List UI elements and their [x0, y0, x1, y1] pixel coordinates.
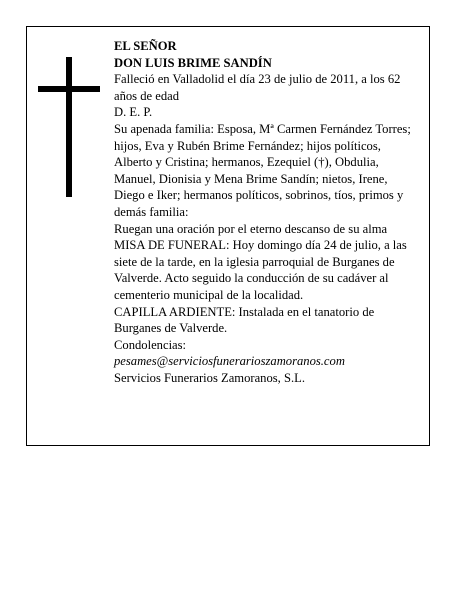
chapel-info: CAPILLA ARDIENTE: Instalada en el tanatorio de Burganes de Valverde. [114, 304, 375, 336]
prayer-request: Ruegan una oración por el eterno descanso de su alma [114, 221, 388, 236]
funeral-mass-info: MISA DE FUNERAL: Hoy domingo día 24 de julio, a las siete de la tarde, en la iglesia parroquial de Burganes de Valverde. Acto seguido la conducción de su cadáver al cementerio municipal de la localidad. [114, 238, 407, 302]
condolences-label: Condolencias: [114, 337, 187, 352]
deceased-name: DON LUIS BRIME SANDÍN [114, 55, 272, 70]
cross-icon [66, 57, 72, 197]
obituary-text [114, 38, 420, 386]
condolences-email[interactable]: pesames@serviciosfunerarioszamoranos.com [114, 354, 345, 369]
deceased-title: EL SEÑOR [114, 39, 177, 53]
death-info: Falleció en Valladolid el día 23 de julio de 2011, a los 62 años de edad [114, 72, 401, 103]
family-list: Su apenada familia: Esposa, Mª Carmen Fernández Torres; hijos, Eva y Rubén Brime Fernández; hijos políticos, Alberto y Cristina; hermanos, Ezequiel (†), Obdulia, Manuel, Dionisia y Mena Brime Sandín; nietos, Irene, Diego e Iker; hermanos políticos, sobrinos, tíos, primos y demás familia: [114, 121, 411, 219]
cross-icon-crossbar [38, 86, 100, 92]
funeral-company: Servicios Funerarios Zamoranos, S.L. [114, 370, 305, 385]
rest-in-peace: D. E. P. [114, 105, 153, 120]
